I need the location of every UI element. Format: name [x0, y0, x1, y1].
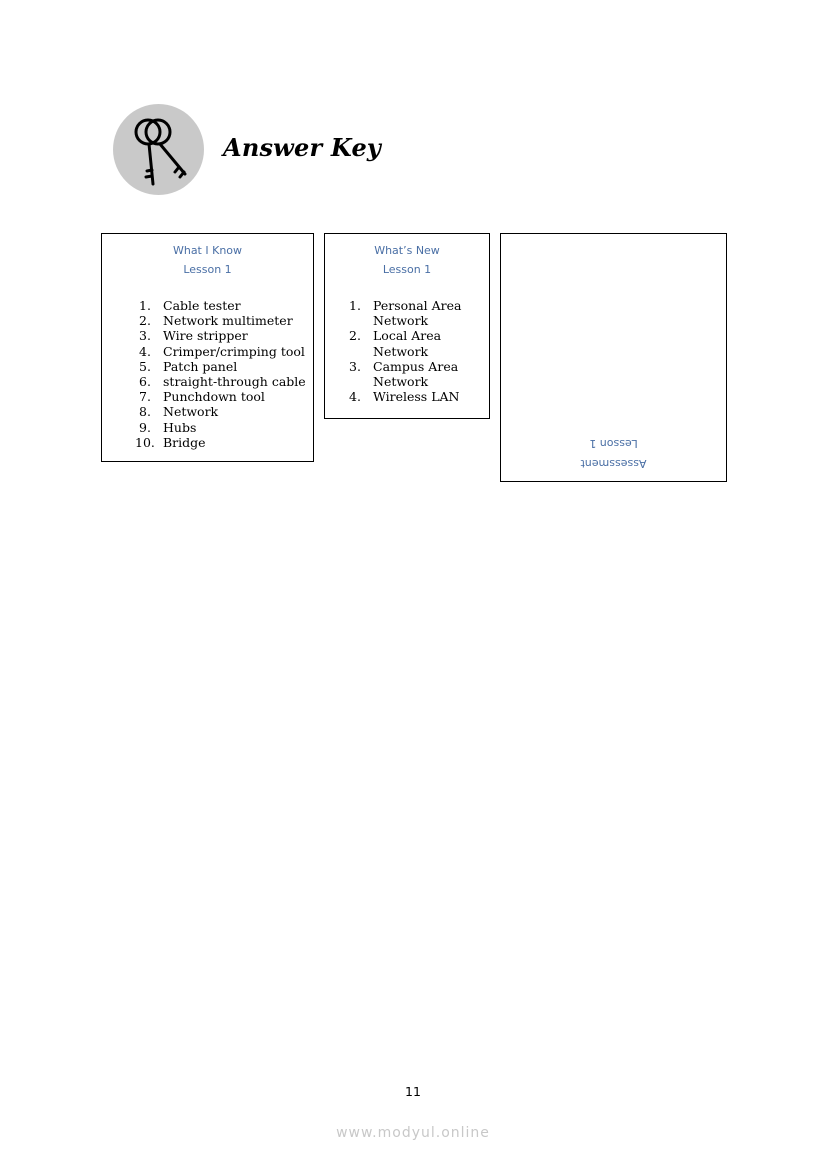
- assessment-heading: Assessment: [580, 457, 647, 470]
- list-item: 4. Wireless LAN: [349, 389, 460, 405]
- watermark: www.modyul.online: [336, 1125, 490, 1141]
- list-item: 1. Cable tester: [139, 298, 241, 313]
- list-item: 3. Wire stripper: [139, 328, 248, 344]
- page-number: 11: [405, 1084, 421, 1099]
- assessment-box: [500, 233, 727, 482]
- whats-new-lesson: Lesson 1: [382, 263, 432, 276]
- list-item: 1. Personal Area Network: [349, 298, 462, 329]
- list-item: 10. Bridge: [135, 434, 206, 450]
- page-title: Answer Key: [223, 133, 382, 162]
- list-item: 8. Network: [139, 404, 219, 420]
- list-item: 5. Patch panel: [139, 358, 238, 374]
- list-item: 2. Local Area Network: [349, 328, 442, 359]
- list-item: 7. Punchdown tool: [139, 389, 265, 405]
- whats-new-box: [324, 233, 490, 419]
- list-item: 3. Campus Area Network: [349, 358, 459, 390]
- list-item: 9. Hubs: [139, 419, 197, 435]
- list-item: 4. Crimper/crimping tool: [139, 343, 305, 359]
- list-item: 6. straight-through cable: [139, 374, 306, 390]
- whats-new-list: [349, 298, 462, 404]
- what-i-know-list: [135, 298, 306, 450]
- list-item: 2. Network multimeter: [139, 313, 293, 329]
- what-i-know-box: [101, 233, 314, 462]
- what-i-know-lesson: Lesson 1: [183, 263, 232, 276]
- keys-icon: [113, 104, 204, 195]
- whats-new-heading: What’s New: [374, 244, 440, 257]
- what-i-know-heading: What I Know: [172, 244, 243, 257]
- assessment-lesson: Lesson 1: [589, 437, 638, 450]
